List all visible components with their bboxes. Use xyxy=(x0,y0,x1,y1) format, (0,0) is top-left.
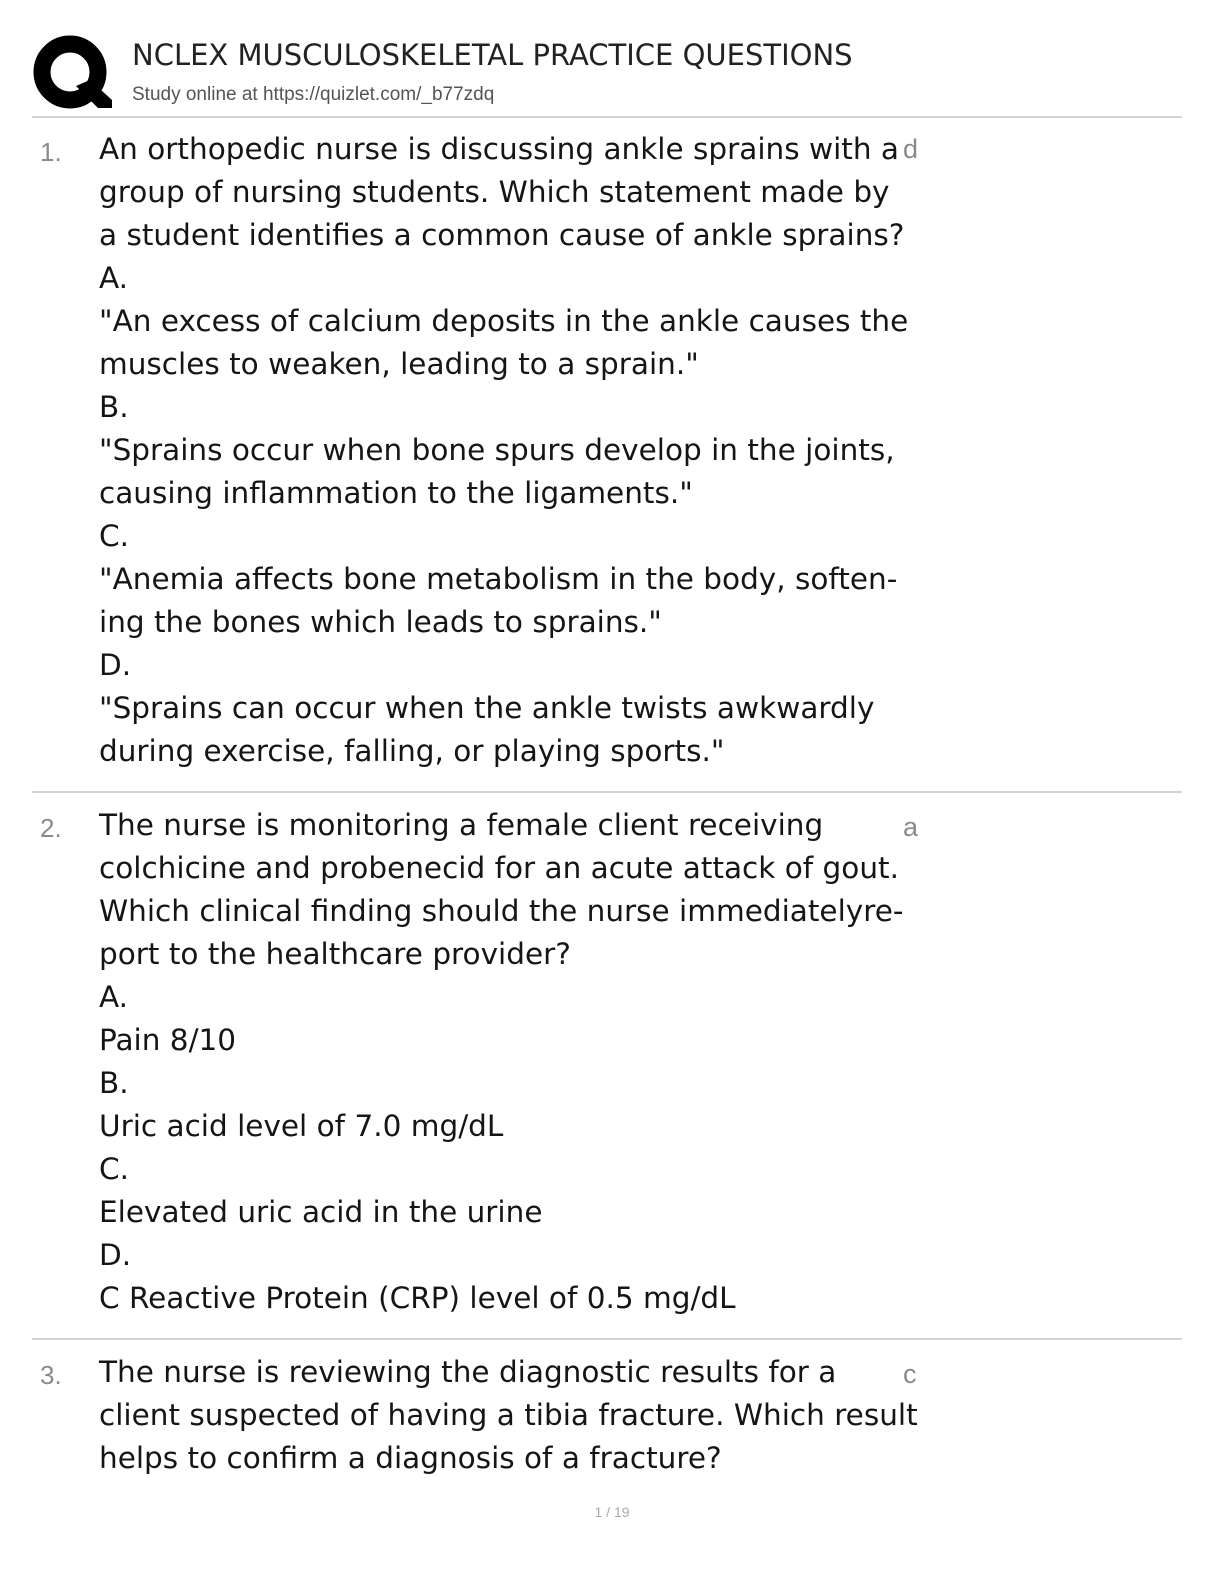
option-text: "Sprains can occur when the ankle twists awkwardly xyxy=(99,691,875,725)
option-text: "Sprains occur when bone spurs develop in the joints, xyxy=(99,433,895,467)
question-number: 3. xyxy=(40,1360,62,1390)
answer-key: a xyxy=(903,812,919,842)
option-text: causing inflammation to the ligaments." xyxy=(99,476,693,510)
answer-key: d xyxy=(903,134,919,164)
question-text-line: Which clinical finding should the nurse immediatelyre- xyxy=(99,894,904,928)
question-text-line: helps to confirm a diagnosis of a fracture? xyxy=(99,1441,722,1475)
option-label: B. xyxy=(99,390,129,424)
option-text: during exercise, falling, or playing sports." xyxy=(99,734,725,768)
quizlet-logo-icon xyxy=(32,34,112,112)
option-label: A. xyxy=(99,261,129,295)
question-text-line: An orthopedic nurse is discussing ankle sprains with a xyxy=(99,132,900,166)
option-text: Pain 8/10 xyxy=(99,1023,237,1057)
option-label: A. xyxy=(99,980,129,1014)
question-number: 1. xyxy=(40,137,62,167)
question-text-line: group of nursing students. Which statement made by xyxy=(99,175,890,209)
option-label: D. xyxy=(99,1238,132,1272)
option-label: C. xyxy=(99,519,129,553)
page-title: NCLEX MUSCULOSKELETAL PRACTICE QUESTIONS xyxy=(132,38,853,72)
question-text-line: a student identifies a common cause of ankle sprains? xyxy=(99,218,905,252)
option-text: Elevated uric acid in the urine xyxy=(99,1195,543,1229)
question-number: 2. xyxy=(40,813,62,843)
option-label: B. xyxy=(99,1066,129,1100)
question-text-line: The nurse is reviewing the diagnostic results for a xyxy=(99,1355,837,1389)
option-text: "Anemia affects bone metabolism in the body, soften- xyxy=(99,562,898,596)
header-divider xyxy=(32,116,1182,118)
page-number: 1 / 19 xyxy=(594,1504,630,1520)
option-label: C. xyxy=(99,1152,129,1186)
option-label: D. xyxy=(99,648,132,682)
question-text-line: colchicine and probenecid for an acute attack of gout. xyxy=(99,851,899,885)
question-1-body xyxy=(99,128,909,773)
option-text: C Reactive Protein (CRP) level of 0.5 mg/dL xyxy=(99,1281,736,1315)
answer-key: c xyxy=(903,1359,917,1389)
option-text: Uric acid level of 7.0 mg/dL xyxy=(99,1109,504,1143)
question-3-body xyxy=(99,1351,918,1480)
option-text: muscles to weaken, leading to a sprain." xyxy=(99,347,699,381)
question-divider xyxy=(32,1338,1182,1340)
study-online-link[interactable]: Study online at https://quizlet.com/_b77zdq xyxy=(132,84,495,105)
question-text-line: The nurse is monitoring a female client receiving xyxy=(99,808,824,842)
option-text: ing the bones which leads to sprains." xyxy=(99,605,662,639)
question-text-line: port to the healthcare provider? xyxy=(99,937,571,971)
question-2-body xyxy=(99,804,909,1320)
option-text: "An excess of calcium deposits in the ankle causes the xyxy=(99,304,909,338)
question-divider xyxy=(32,791,1182,793)
question-text-line: client suspected of having a tibia fracture. Which result xyxy=(99,1398,918,1432)
